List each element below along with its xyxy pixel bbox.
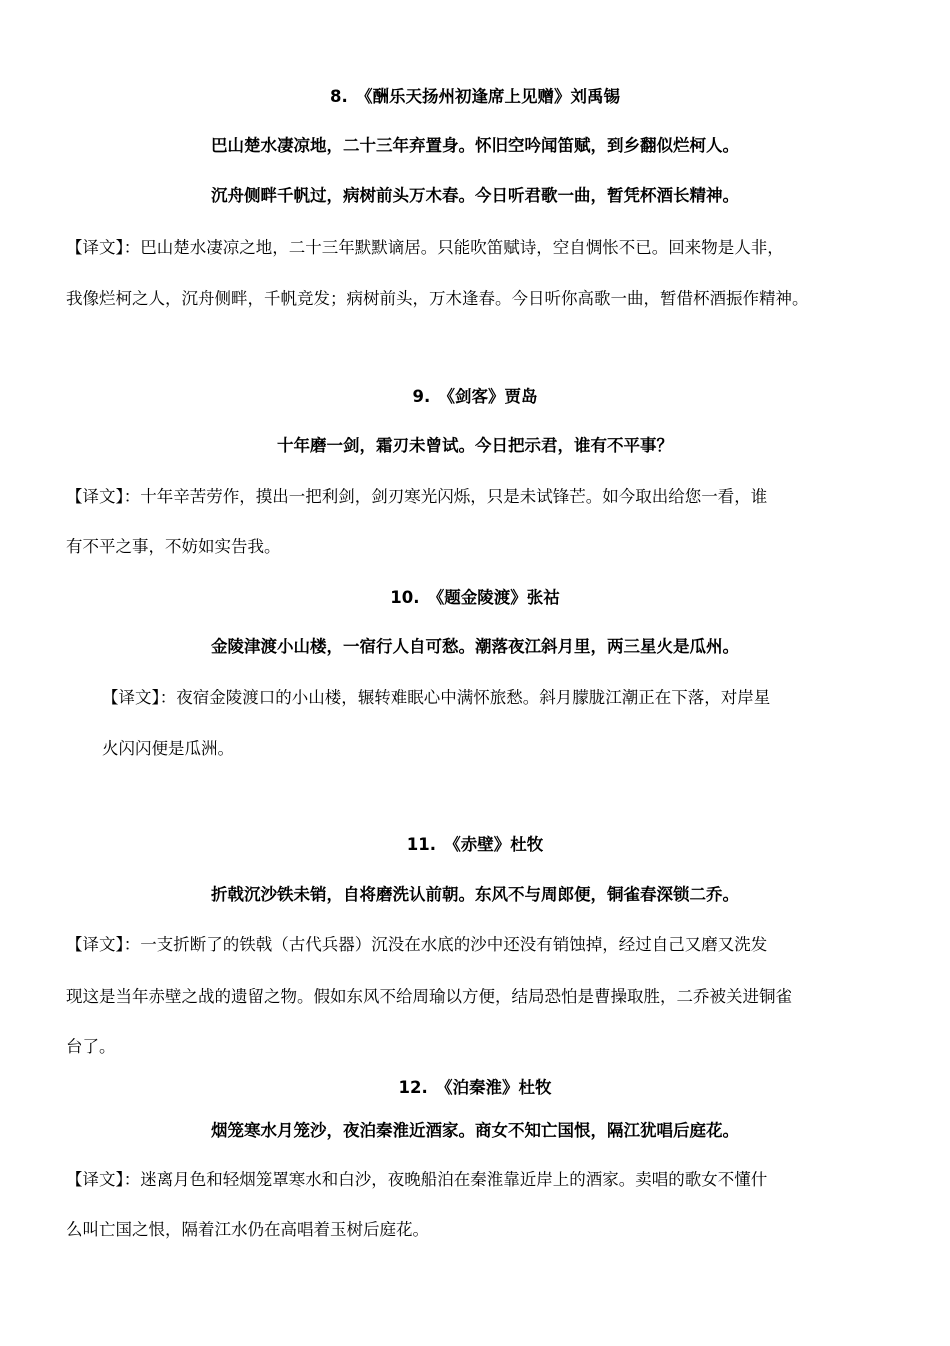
poem-title: 9. 《剑客》贾岛	[412, 387, 538, 406]
translation-line: 【译文】：夜宿金陵渡口的小山楼，辗转难眠心中满怀旅愁。斜月朦胧江潮正在下落，对岸星	[102, 688, 771, 707]
translation-line: 【译文】：一支折断了的铁戟（古代兵器）沉没在水底的沙中还没有销蚀掉，经过自己又磨又洗发	[66, 935, 768, 954]
translation-line: 现这是当年赤壁之战的遗留之物。假如东风不给周瑜以方便，结局恐怕是曹操取胜，二乔被关进铜雀	[66, 987, 792, 1006]
poem-verse: 巴山楚水凄凉地，二十三年弃置身。怀旧空吟闻笛赋，到乡翻似烂柯人。	[211, 136, 739, 155]
poem-verse: 金陵津渡小山楼，一宿行人自可愁。潮落夜江斜月里，两三星火是瓜州。	[211, 637, 739, 656]
poem-title: 10. 《题金陵渡》张祜	[390, 588, 560, 607]
translation-line: 火闪闪便是瓜洲。	[102, 739, 234, 758]
translation-line: 【译文】：十年辛苦劳作，摸出一把利剑，剑刃寒光闪烁，只是未试锋芒。如今取出给您一看，谁	[66, 487, 768, 506]
poem-verse: 十年磨一剑，霜刃未曾试。今日把示君，谁有不平事？	[277, 436, 673, 455]
poem-title: 8. 《酬乐天扬州初逢席上见赠》刘禹锡	[330, 87, 620, 106]
translation-line: 么叫亡国之恨，隔着江水仍在高唱着玉树后庭花。	[66, 1220, 429, 1239]
poem-title: 11. 《赤壁》杜牧	[406, 835, 544, 854]
poem-title: 12. 《泊秦淮》杜牧	[398, 1078, 552, 1097]
translation-line: 有不平之事，不妨如实告我。	[66, 537, 281, 556]
poem-verse: 烟笼寒水月笼沙，夜泊秦淮近酒家。商女不知亡国恨，隔江犹唱后庭花。	[211, 1121, 739, 1140]
translation-line: 【译文】：巴山楚水凄凉之地，二十三年默默谪居。只能吹笛赋诗，空自惆怅不已。回来物是人非，	[66, 238, 784, 257]
translation-line: 台了。	[66, 1037, 116, 1056]
poem-verse: 折戟沉沙铁未销，自将磨洗认前朝。东风不与周郎便，铜雀春深锁二乔。	[211, 885, 739, 904]
translation-line: 【译文】：迷离月色和轻烟笼罩寒水和白沙，夜晚船泊在秦淮靠近岸上的酒家。卖唱的歌女不懂什	[66, 1170, 768, 1189]
poem-verse: 沉舟侧畔千帆过，病树前头万木春。今日听君歌一曲，暂凭杯酒长精神。	[211, 186, 739, 205]
translation-line: 我像烂柯之人，沉舟侧畔，千帆竞发；病树前头，万木逢春。今日听你高歌一曲，暂借杯酒振作精神。	[66, 289, 809, 308]
